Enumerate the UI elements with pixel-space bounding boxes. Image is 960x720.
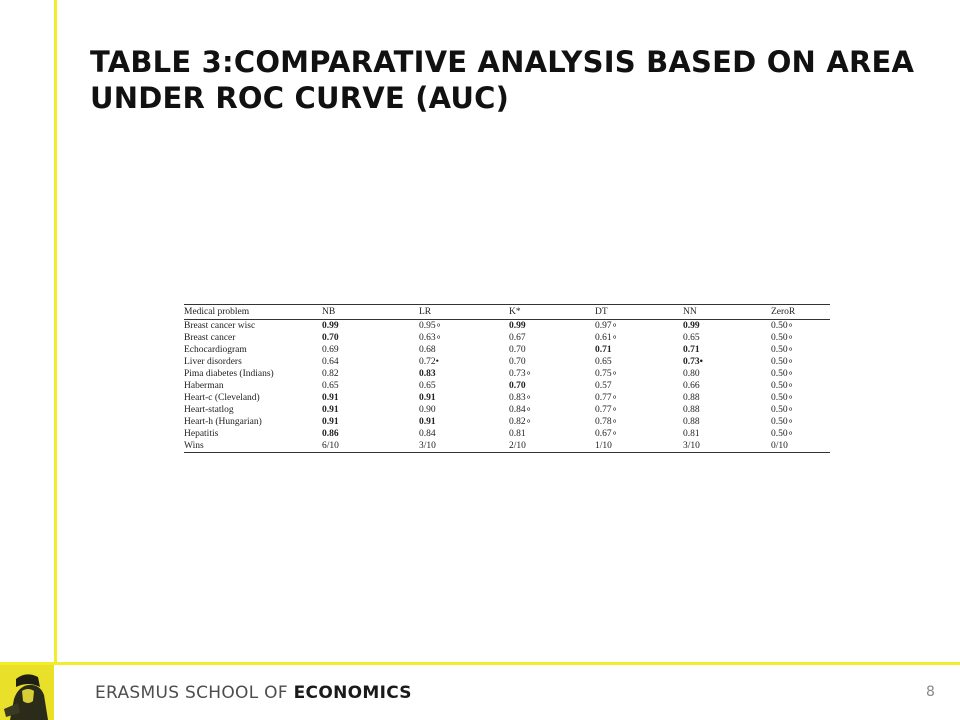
footer-org-prefix: ERASMUS SCHOOL OF — [95, 683, 294, 703]
table-row — [184, 368, 830, 380]
table-cell: 0.84 — [419, 429, 436, 439]
table-cell: 0.50∘ — [771, 357, 794, 367]
table-cell: 0/10 — [771, 440, 830, 453]
column-header: ZeroR — [771, 305, 830, 320]
table-cell: 2/10 — [509, 440, 595, 453]
table-cell: 0.80 — [683, 369, 700, 379]
table-cell: 0.81 — [509, 429, 526, 439]
table-cell: 0.84∘ — [509, 405, 532, 415]
table-cell: 0.50∘ — [771, 417, 794, 427]
table-cell: 0.65 — [683, 333, 700, 343]
table-cell: 0.61∘ — [595, 333, 618, 343]
university-logo — [0, 665, 54, 720]
table-cell: 1/10 — [595, 440, 683, 453]
table-cell: 0.50∘ — [771, 429, 794, 439]
table-cell: 0.82 — [322, 369, 339, 379]
table-cell: 0.99 — [509, 321, 526, 331]
table-row — [184, 344, 830, 356]
table-cell: 0.88 — [683, 393, 700, 403]
table-row — [184, 416, 830, 428]
table-cell: 0.99 — [322, 321, 339, 331]
table-cell: 0.68 — [419, 345, 436, 355]
table-cell: 0.99 — [683, 321, 700, 331]
footer-organization — [95, 683, 412, 703]
table-cell: 0.72• — [419, 357, 439, 367]
table-cell: 0.50∘ — [771, 345, 794, 355]
table-cell: 0.67 — [509, 333, 526, 343]
row-label-cell: Echocardiogram — [184, 345, 247, 355]
column-header: LR — [419, 305, 509, 320]
footer-org-bold: ECONOMICS — [293, 683, 412, 703]
table-cell: 0.70 — [509, 357, 526, 367]
table-row — [184, 332, 830, 344]
table-cell: 0.91 — [322, 405, 339, 415]
table-cell: 0.50∘ — [771, 381, 794, 391]
table-cell: 0.50∘ — [771, 369, 794, 379]
row-label-cell: Haberman — [184, 381, 224, 391]
table-cell: 6/10 — [322, 440, 419, 453]
table-cell: 0.67∘ — [595, 429, 618, 439]
column-header: K* — [509, 305, 595, 320]
row-label-cell: Heart-c (Cleveland) — [184, 393, 260, 403]
table-cell: 0.50∘ — [771, 405, 794, 415]
row-label-cell: Breast cancer wisc — [184, 321, 256, 331]
table-cell: 0.77∘ — [595, 393, 618, 403]
row-label-cell: Hepatitis — [184, 429, 219, 439]
table-cell: 0.66 — [683, 381, 700, 391]
table-cell: 0.50∘ — [771, 321, 794, 331]
table-cell: 0.86 — [322, 429, 339, 439]
table-cell: 0.77∘ — [595, 405, 618, 415]
table-row — [184, 380, 830, 392]
table-cell: 0.57 — [595, 381, 612, 391]
table-cell: 0.50∘ — [771, 393, 794, 403]
table-cell: 3/10 — [419, 440, 509, 453]
table-cell: 0.70 — [509, 381, 526, 391]
table-cell: 0.70 — [322, 333, 339, 343]
row-label-cell: Heart-h (Hungarian) — [184, 417, 262, 427]
accent-horizontal-bar — [0, 662, 960, 665]
table-cell: 0.83∘ — [509, 393, 532, 403]
table-cell: 0.78∘ — [595, 417, 618, 427]
table-cell: 3/10 — [683, 440, 771, 453]
table-cell: 0.71 — [683, 345, 700, 355]
table-row — [184, 392, 830, 404]
table-cell: 0.65 — [322, 381, 339, 391]
table-cell: 0.88 — [683, 417, 700, 427]
table-cell: 0.75∘ — [595, 369, 618, 379]
table-cell: 0.91 — [322, 417, 339, 427]
table-cell: 0.90 — [419, 405, 436, 415]
column-header: DT — [595, 305, 683, 320]
slide-title: TABLE 3:COMPARATIVE ANALYSIS BASED ON AREA UNDER ROC CURVE (AUC) — [90, 45, 915, 115]
column-header: NB — [322, 305, 419, 320]
row-label-cell: Pima diabetes (Indians) — [184, 369, 274, 379]
table-cell: 0.82∘ — [509, 417, 532, 427]
table-cell: 0.95∘ — [419, 321, 442, 331]
row-label-cell: Wins — [184, 440, 322, 453]
table-cell: 0.73• — [683, 357, 703, 367]
auc-comparison-table — [184, 304, 830, 453]
page-number: 8 — [926, 684, 935, 700]
table-cell: 0.88 — [683, 405, 700, 415]
row-label-cell: Heart-statlog — [184, 405, 234, 415]
table-row — [184, 320, 830, 333]
table-cell: 0.91 — [322, 393, 339, 403]
table-cell: 0.91 — [419, 417, 436, 427]
table-cell: 0.64 — [322, 357, 339, 367]
table-cell: 0.70 — [509, 345, 526, 355]
table-cell: 0.65 — [419, 381, 436, 391]
table-row — [184, 440, 830, 453]
table-body — [184, 320, 830, 453]
column-header: Medical problem — [184, 305, 322, 320]
table-cell: 0.69 — [322, 345, 339, 355]
table-header-row — [184, 305, 830, 320]
column-header: NN — [683, 305, 771, 320]
table-cell: 0.71 — [595, 345, 612, 355]
table-cell: 0.91 — [419, 393, 436, 403]
accent-vertical-bar — [54, 0, 57, 664]
table-cell: 0.81 — [683, 429, 700, 439]
table-cell: 0.50∘ — [771, 333, 794, 343]
table-cell: 0.97∘ — [595, 321, 618, 331]
row-label-cell: Liver disorders — [184, 357, 242, 367]
table-cell: 0.73∘ — [509, 369, 532, 379]
table-cell: 0.63∘ — [419, 333, 442, 343]
erasmus-portrait-icon — [0, 665, 54, 720]
table-row — [184, 356, 830, 368]
table-row — [184, 428, 830, 440]
table-cell: 0.83 — [419, 369, 436, 379]
table-row — [184, 404, 830, 416]
table-cell: 0.65 — [595, 357, 612, 367]
row-label-cell: Breast cancer — [184, 333, 236, 343]
